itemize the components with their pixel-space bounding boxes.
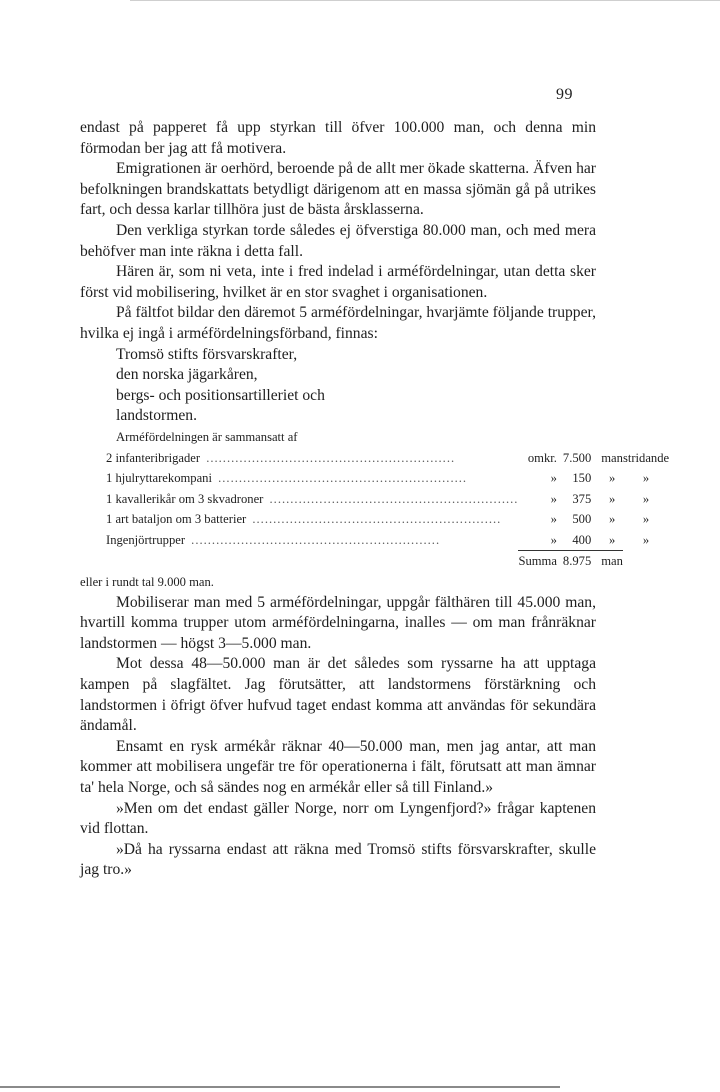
- unit-prefix: »: [550, 512, 557, 527]
- unit-label: »: [608, 491, 616, 506]
- unit-type: stridande: [622, 450, 670, 465]
- unit-name: 1 hjulryttarekompani: [106, 471, 212, 486]
- unit-prefix: omkr.: [527, 450, 557, 465]
- paragraph: »Då ha ryssarna endast att räkna med Tromsö stifts försvarskrafter, skulle jag tro.»: [80, 840, 596, 879]
- unit-type: »: [642, 533, 650, 548]
- unit-type: »: [642, 491, 650, 506]
- paragraph: Mot dessa 48—50.000 man är det således som ryssarne ha att upptaga kampen på slagfältet. Jag förutsätter, att landstormens förstärkning och landstormen i öfrigt öfver hufvud taget endast komma att användas för sekundära ändamål.: [80, 655, 596, 735]
- top-edge-line: [130, 0, 720, 1]
- unit-prefix: »: [550, 471, 557, 486]
- table-row: [106, 448, 669, 469]
- table-row: [106, 468, 669, 489]
- sum-row: [106, 551, 669, 572]
- bottom-edge-line: [0, 1086, 560, 1088]
- page-body: [80, 118, 670, 881]
- unit-number: 500: [572, 512, 592, 527]
- unit-prefix: »: [550, 491, 557, 506]
- leader-dots: ............................................................: [248, 512, 502, 527]
- unit-name: Ingenjörtrupper: [106, 533, 186, 548]
- unit-type: »: [642, 512, 650, 527]
- paragraph: Mobiliserar man med 5 arméfördelningar, uppgår fälthären till 45.000 man, hvartill komma trupper utom arméfördelningarna, inalles — om man frånräknar landstormen — högst 3—5.000 man.: [80, 593, 596, 652]
- leader-dots: ............................................................: [202, 450, 456, 465]
- paragraph: Emigrationen är oerhörd, beroende på de allt mer ökade skatterna. Äfven har befolkningen brandskattats betydligt därigenom att en massa sjömän gå på utrikes fart, och dessa karlar tillhöra just de bästa årsklasserna.: [80, 160, 596, 219]
- leader-dots: ............................................................: [213, 471, 468, 486]
- unit-name: 1 art bataljon om 3 batterier: [106, 512, 247, 527]
- sum-unit: man: [601, 551, 623, 572]
- leader-dots: ............................................................: [265, 491, 519, 506]
- paragraph: endast på papperet få upp styrkan till öfver 100.000 man, och denna min förmodan ber jag att få motivera.: [80, 119, 596, 157]
- unit-label: man: [601, 450, 623, 465]
- unit-label: »: [608, 532, 616, 547]
- paragraph: På fältfot bildar den däremot 5 arméfördelningar, hvarjämte följande trupper, hvilka ej ingå i arméfördelningsförband, finnas:: [80, 304, 596, 342]
- paragraph: »Men om det endast gäller Norge, norr om Lyngenfjord?» frågar kaptenen vid flottan.: [80, 799, 596, 838]
- table-after-text: eller i rundt tal 9.000 man.: [80, 575, 214, 590]
- unit-number: 7.500: [562, 450, 592, 465]
- paragraph: Den verkliga styrkan torde således ej öfverstiga 80.000 man, och med mera behöfver man inte räkna i detta fall.: [80, 221, 596, 260]
- table-row: [106, 530, 669, 551]
- unit-number: 400: [572, 532, 592, 547]
- table-intro: Arméfördelningen är sammansatt af: [116, 429, 298, 444]
- troop-list: [80, 345, 596, 427]
- unit-prefix: »: [550, 532, 557, 547]
- unit-label: »: [608, 471, 616, 486]
- paragraph: Ensamt en rysk armékår räknar 40—50.000 man, men jag antar, att man kommer att mobilisera ungefär tre för operationerna i fält, förutsatt att man ämnar ta' hela Norge, och så sändes nog en armékår eller så till Finland.»: [80, 737, 596, 796]
- leader-dots: ............................................................: [187, 533, 441, 548]
- list-item: Tromsö stifts försvarskrafter,: [116, 345, 298, 363]
- list-item: landstormen.: [116, 407, 197, 425]
- unit-type: »: [642, 471, 650, 486]
- sum-label: Summa: [518, 551, 562, 572]
- list-item: bergs- och positionsartilleriet och: [116, 386, 325, 404]
- sum-number: 8.975: [563, 551, 601, 572]
- unit-name: 1 kavallerikår om 3 skvadroner: [106, 491, 264, 506]
- table-row: [106, 509, 669, 530]
- unit-label: »: [608, 512, 616, 527]
- page-number: 99: [556, 86, 573, 103]
- composition-table: [106, 448, 669, 573]
- table-row: [106, 489, 669, 510]
- unit-number: 150: [572, 471, 592, 486]
- list-item: den norska jägarkåren,: [116, 366, 258, 384]
- unit-number: 375: [572, 491, 592, 506]
- paragraph: Hären är, som ni veta, inte i fred indelad i arméfördelningar, utan detta sker först vid mobilisering, hvilket är en stor svaghet i organisationen.: [80, 263, 596, 301]
- unit-name: 2 infanteribrigader: [106, 450, 201, 465]
